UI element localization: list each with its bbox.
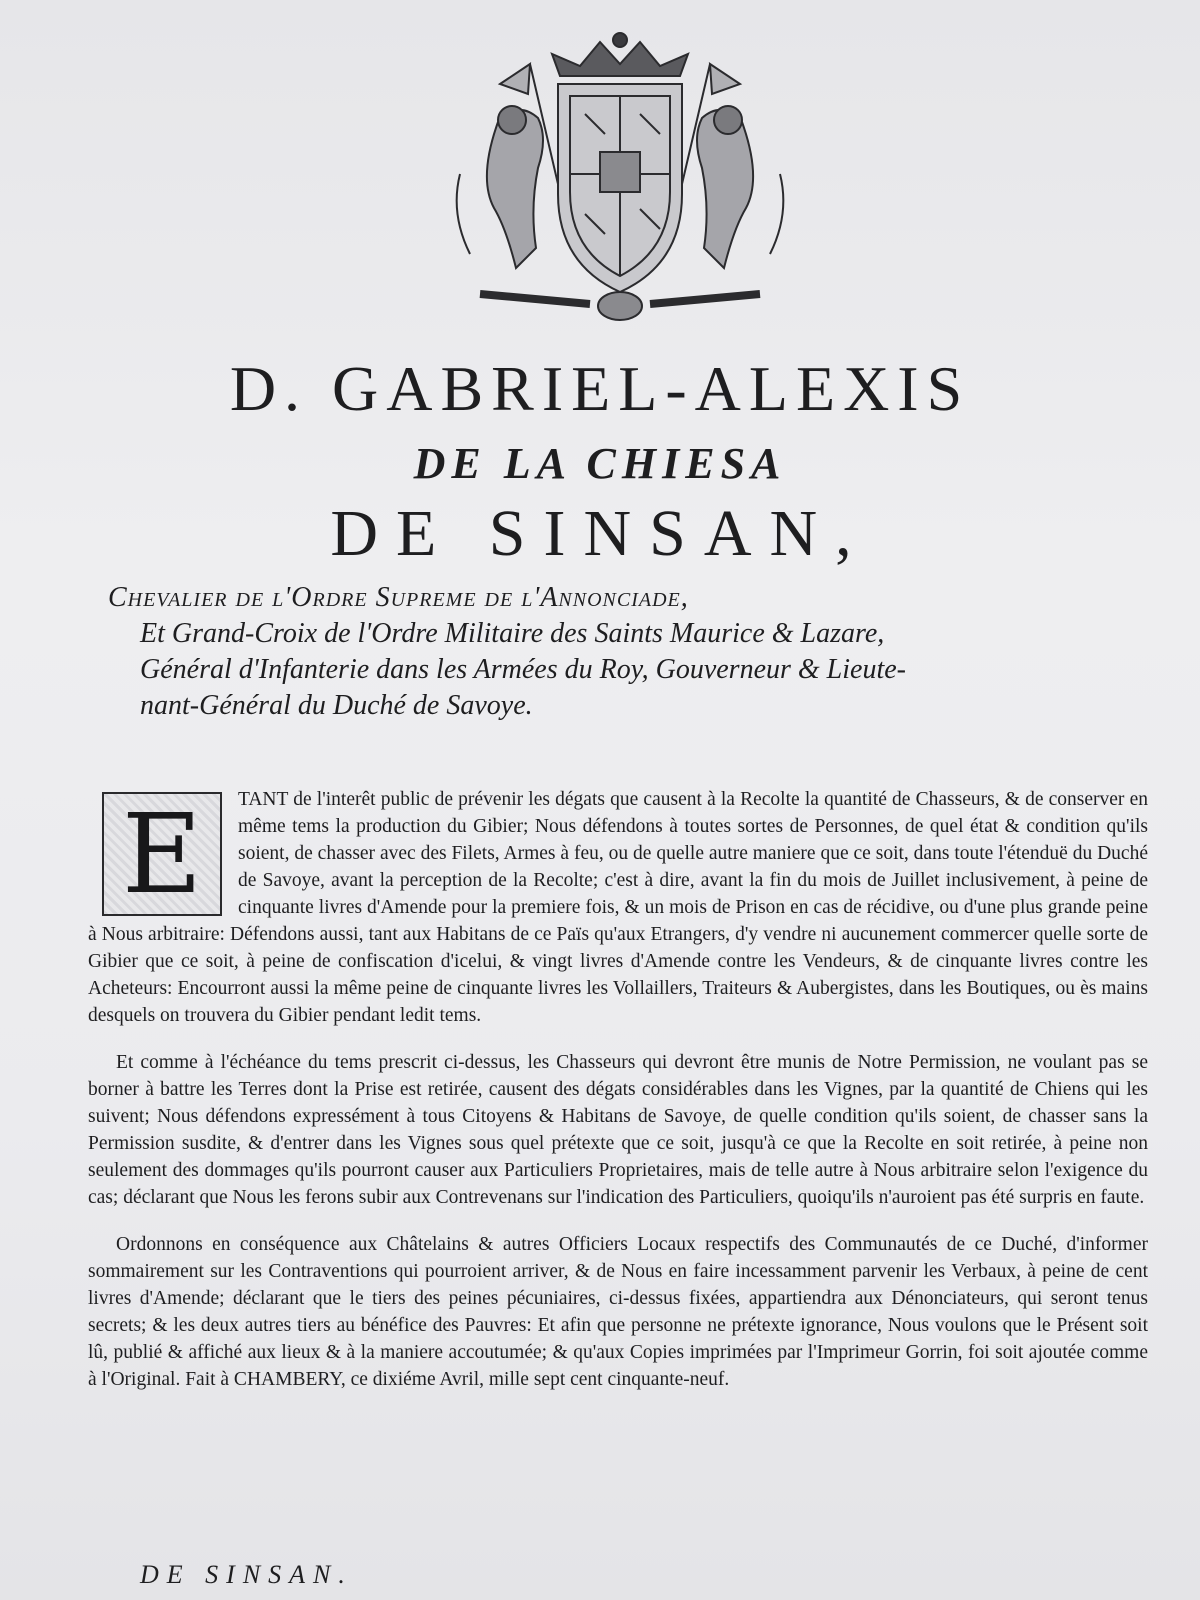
honorifics-block bbox=[108, 580, 1148, 724]
coat-of-arms-icon bbox=[440, 24, 800, 334]
paragraph-3: Ordonnons en conséquence aux Châtelains & autres Officiers Locaux respectifs des Communautés de ce Duché, d'informer sommairement sur les Contraventions qui pourroient arriver, & de Nous en faire incessamment parvenir les Verbaux, à peine de cent livres d'Amende; déclarant que le tiers des peines pécuniaires, ci-dessus fixées, appartiendra aux Dénonciateurs, qui seront tenus secrets; & les deux autres tiers au bénéfice des Pauvres: Et afin que personne ne prétexte ignorance, Nous voulons que le Présent soit lû, publié & affiché aux lieux & à la maniere accoutumée; & qu'aux Copies imprimées par l'Imprimeur Gorrin, foi soit ajoutée comme à l'Original. Fait à CHAMBERY, ce dixiéme Avril, mille sept cent cinquante-neuf. bbox=[88, 1234, 1148, 1390]
ornamental-initial bbox=[102, 789, 222, 918]
honorific-line-4: nant-Général du Duché de Savoye. bbox=[140, 690, 533, 721]
paragraph-2: Et comme à l'échéance du tems prescrit ci-dessus, les Chasseurs qui devront être munis de Notre Permission, ne voulant pas se borner à battre les Terres dont la Prise est retirée, causent des dégats considérables dans les Vignes, par la quantité de Chiens qui les suivent; Nous défendons expressément à tous Citoyens & Habitans de Savoye, de quelle condition qu'ils soient, de chasser sans la Permission susdite, & d'entrer dans les Vignes sous quel prétexte que ce soit, jusqu'à ce que la Recolte en soit retirée, à peine non seulement des dommages qu'ils pourront causer aux Particuliers Proprietaires, mais de telle autre à Nous arbitraire selon l'exigence du cas; déclarant que Nous les ferons subir aux Contrevenans sur l'indication des Particuliers, quoiqu'ils n'auroient pas été surpris en faute. bbox=[88, 1052, 1148, 1208]
honorific-line-2: Et Grand-Croix de l'Ordre Militaire des Saints Maurice & Lazare, bbox=[140, 618, 885, 649]
decree-body bbox=[88, 786, 1148, 1413]
title-family: DE LA CHIESA bbox=[413, 439, 787, 488]
title-place: DE SINSAN, bbox=[330, 497, 870, 570]
honorific-line-1: Chevalier de l'Ordre Supreme de l'Annonciade, bbox=[108, 582, 689, 613]
signature: DE SINSAN. bbox=[140, 1560, 353, 1589]
paragraph-1 bbox=[88, 786, 1148, 1029]
paragraph-1-text: TANT de l'interêt public de prévenir les dégats que causent à la Recolte la quantité de Chasseurs, & de conserver en même tems la production du Gibier; Nous défendons à toutes sortes de Personnes, de quel état & condition qu'ils soient, de chasser avec des Filets, Armes à feu, ou de quelle autre maniere que ce soit, dans toute l'étenduë du Duché de Savoye, avant la perception de la Recolte; c'est à dire, avant la fin du mois de Juillet inclusivement, à peine de cinquante livres d'Amende pour la premiere fois, & un mois de Prison en cas de récidive, ou d'une plus grande peine à Nous arbitraire: Défendons aussi, tant aux Habitans de ce Païs qu'aux Etrangers, d'y vendre ni aucunement commercer quelle sorte de Gibier que ce soit, à peine de confiscation d'icelui, & vingt livres d'Amende contre les Vendeurs, & de cinquante livres contre les Acheteurs: Encourront aussi la même peine de cinquante livres les Vollaillers, Traiteurs & Aubergistes, dans les Boutiques, ou ès mains desquels on trouvera du Gibier pendant ledit tems. bbox=[88, 789, 1148, 1026]
drop-cap-letter: E bbox=[121, 789, 203, 918]
title-name: D. GABRIEL-ALEXIS bbox=[229, 353, 971, 424]
honorific-line-3: Général d'Infanterie dans les Armées du Roy, Gouverneur & Lieute- bbox=[140, 654, 906, 685]
